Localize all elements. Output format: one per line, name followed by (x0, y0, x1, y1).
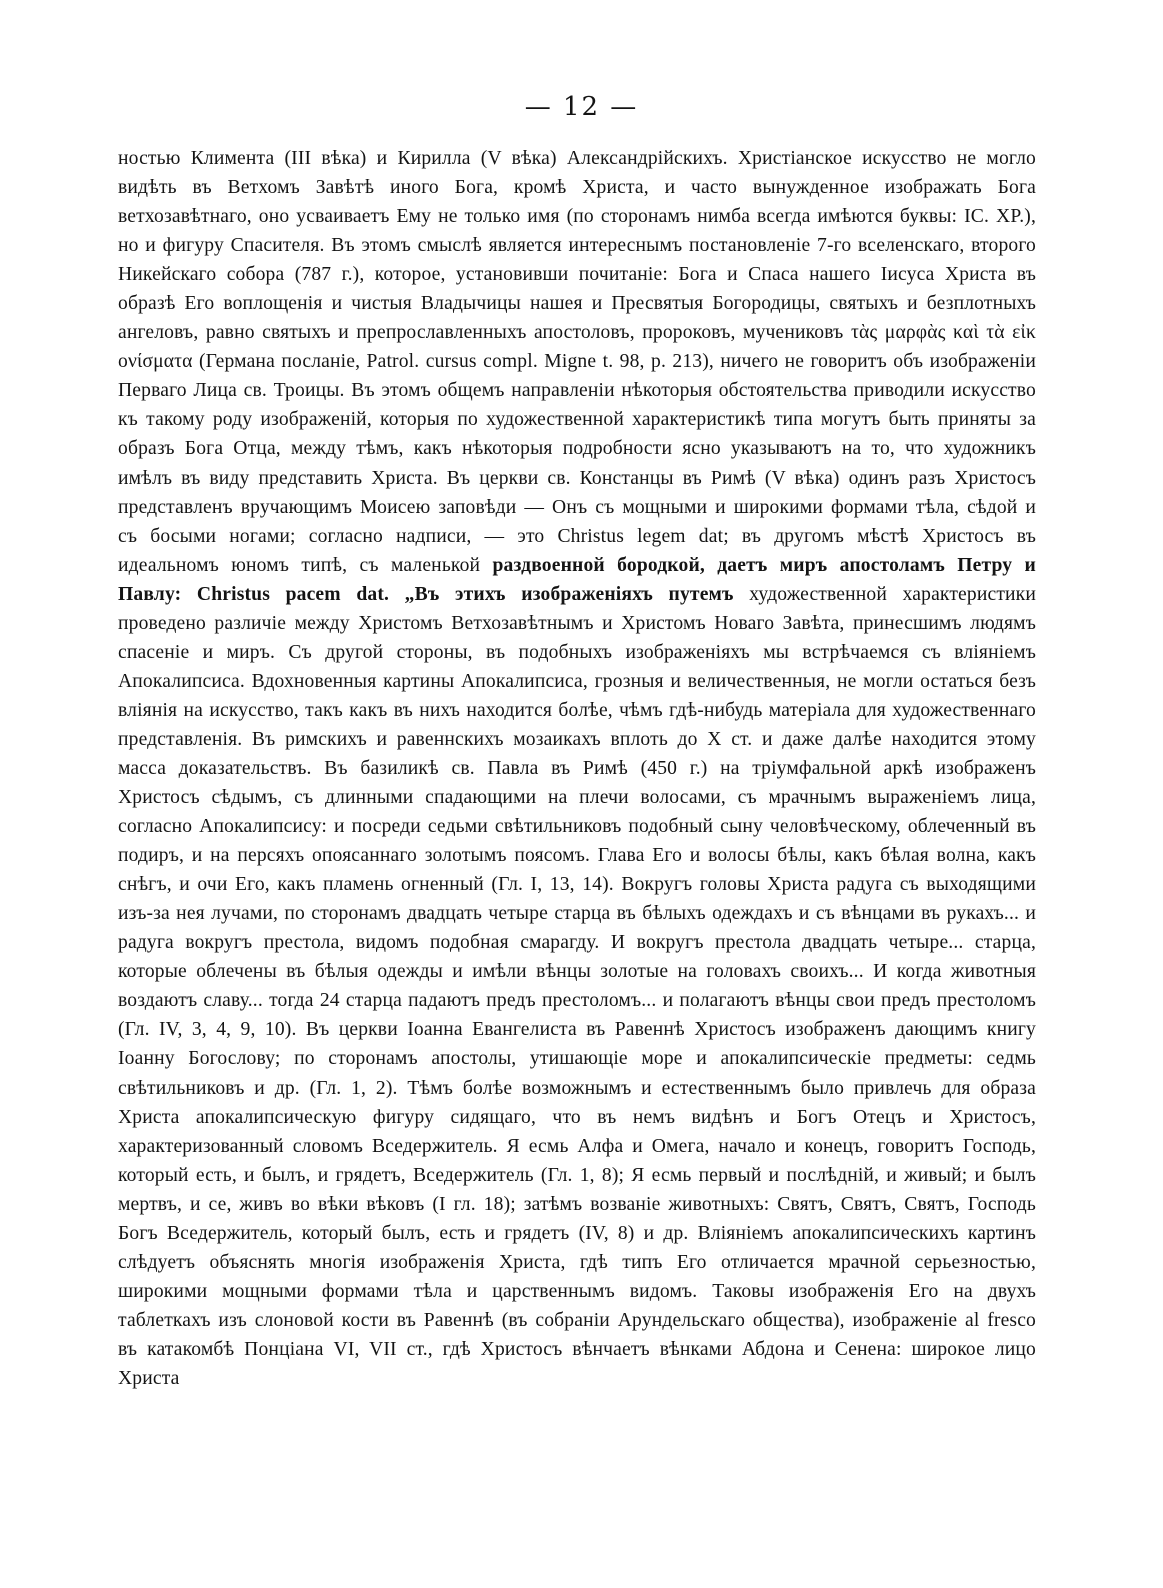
page-number: — 12 — (524, 92, 639, 122)
body-paragraph (118, 144, 1036, 1393)
text-segment: художественной характеристики проведено различіе между Христомъ Ветхозавѣтнымъ и Христомъ Новаго Завѣта, принесшимъ людямъ спасеніе и миръ. Съ другой стороны, въ подобныхъ изображеніяхъ мы встрѣчаемся съ вліяніемъ Апокалипсиса. Вдохновенныя картины Апокалипсиса, грозныя и величественныя, не могли остаться безъ вліянія на искусство, такъ какъ въ нихъ находится болѣе, чѣмъ гдѣ-нибудь матеріала для художественнаго представленія. Въ римскихъ и равеннскихъ мозаикахъ вплоть до X ст. и даже далѣе находится этому масса доказательствъ. Въ базиликѣ св. Павла въ Римѣ (450 г.) на тріумфальной аркѣ изображенъ Христосъ сѣдымъ, съ длинными спадающими на плечи волосами, съ мрачнымъ выраженіемъ лица, согласно Апокалипсису: и посреди седьми свѣтильниковъ подобный сыну человѣческому, облеченный въ подиръ, и на персяхъ опоясаннаго золотымъ поясомъ. Глава Его и волосы бѣлы, какъ бѣлая волна, какъ снѣгъ, и очи Его, какъ пламень огненный (Гл. I, 13, 14). Вокругъ головы Христа радуга съ выходящими изъ-за нея лучами, по сторонамъ двадцать четыре старца въ бѣлыхъ одеждахъ и съ вѣнцами въ рукахъ... и радуга вокругъ престола, видомъ подобная смарагду. И вокругъ престола двадцать четыре... старца, которые облечены въ бѣлыя одежды и имѣли вѣнцы золотые на головахъ своихъ... И когда животныя воздаютъ славу... тогда 24 старца падаютъ предъ престоломъ... и полагаютъ вѣнцы свои предъ престоломъ (Гл. IV, 3, 4, 9, 10). Въ церкви Іоанна Евангелиста въ Равеннѣ Христосъ изображенъ дающимъ книгу Іоанну Богослову; по сторонамъ апостолы, утишающіе море и апокалипсическіе предметы: седмь свѣтильниковъ и др. (Гл. 1, 2). Тѣмъ болѣе возможнымъ и естественнымъ было привлечь для образа Христа апокалипсическую фигуру сидящаго, что въ немъ видѣнъ и Богъ Отецъ и Христосъ, характеризованный словомъ Вседержитель. Я есмь Алфа и Омега, начало и конецъ, говоритъ Господь, который есть, и былъ, и грядетъ, Вседержитель (Гл. 1, 8); Я есмь первый и послѣдній, и живый; и былъ мертвъ, и се, живъ во вѣки вѣковъ (I гл. 18); затѣмъ возваніе животныхъ: Святъ, Святъ, Святъ, Господь Богъ Вседержитель, который былъ, есть и грядетъ (IV, 8) и др. Вліяніемъ апокалипсическихъ картинъ слѣдуетъ объяснять многія изображенія Христа, гдѣ типъ Его отличается мрачной серьезностью, широкими мощными формами тѣла и царственнымъ видомъ. Таковы изображенія Его на двухъ таблеткахъ изъ слоновой кости въ Равеннѣ (въ собраніи Арундельскаго общества), изображеніе al fresco въ катакомбѣ Понціана VI, VII ст., гдѣ Христосъ вѣнчаетъ вѣнками Абдона и Сенена: широкое лицо Христа (118, 583, 1036, 1389)
text-segment-emphasis: раздвоенной бородкой, даетъ миръ апостоламъ Петру и Павлу: Christus pacem dat. „Въ этихъ изображеніяхъ путемъ (118, 554, 1036, 605)
text-segment: ностью Климента (III вѣка) и Кирилла (V вѣка) Александрійскихъ. Христіанское искусство не могло видѣть въ Ветхомъ Завѣтѣ иного Бога, кромѣ Христа, и часто вынужденное изображать Бога ветхозавѣтнаго, оно усваиваетъ Ему не только имя (по сторонамъ нимба всегда имѣются буквы: IC. XP.), но и фигуру Спасителя. Въ этомъ смыслѣ является интереснымъ постановленіе 7-го вселенскаго, второго Никейскаго собора (787 г.), которое, установивши почитаніе: Бога и Спаса нашего Іисуса Христа въ образѣ Его воплощенія и чистыя Владычицы нашея и Пресвятыя Богородицы, святыхъ и безплотныхъ ангеловъ, равно святыхъ и препрославленныхъ апостоловъ, пророковъ, мучениковъ τὰς μαρφὰς καὶ τὰ εἰκ ονίσματα (Германа посланіе, Patrol. cursus compl. Migne t. 98, p. 213), ничего не говоритъ объ изображеніи Перваго Лица св. Троицы. Въ этомъ общемъ направленіи нѣкоторыя обстоятельства приводили искусство къ такому роду изображеній, которыя по художественной характеристикѣ типа могутъ быть приняты за образъ Бога Отца, между тѣмъ, какъ нѣкоторыя подробности ясно указываютъ на то, что художникъ имѣлъ въ виду представить Христа. Въ церкви св. Констанцы въ Римѣ (V вѣка) одинъ разъ Христосъ представленъ вручающимъ Моисею заповѣди — Онъ съ мощными и широкими формами тѣла, сѣдой и съ босыми ногами; согласно надписи, — это Christus legem dat; въ другомъ мѣстѣ Христосъ въ идеальномъ юномъ типѣ, съ маленькой (118, 148, 1036, 576)
